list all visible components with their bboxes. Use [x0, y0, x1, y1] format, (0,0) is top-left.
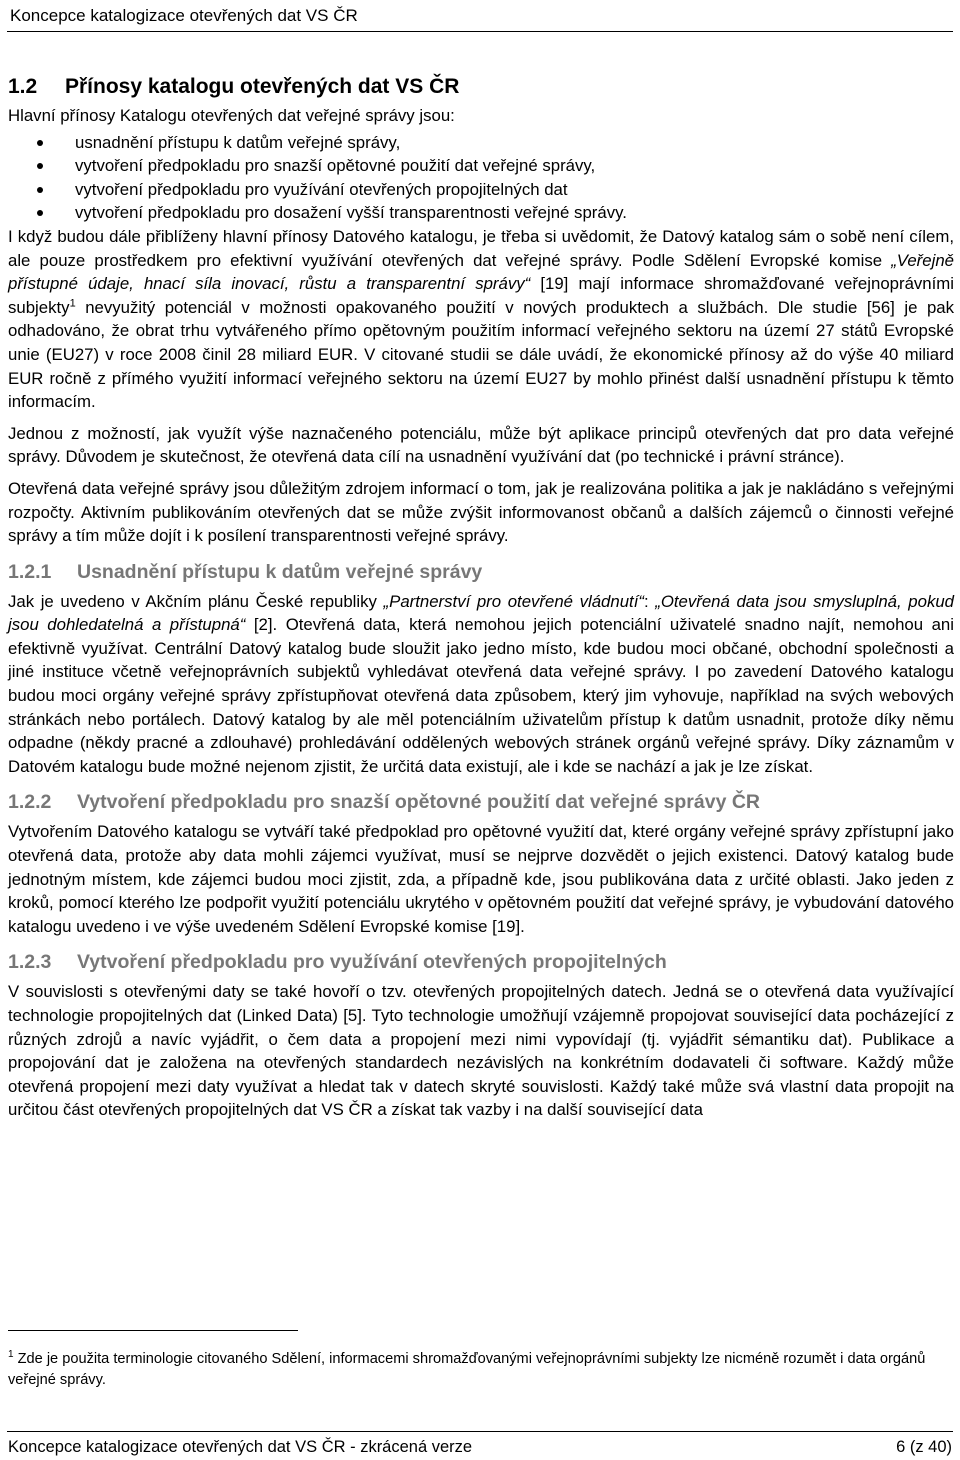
footnote-ref: 1: [69, 297, 76, 310]
paragraph-principles: Jednou z možností, jak využít výše naznačeného potenciálu, může být aplikace principů otevřených dat pro data veřejné správy. Důvodem je skutečnost, že otevřená data cílí na usnadnění využívání dat (po technické i právní stránce).: [8, 423, 954, 467]
bullet-icon: [37, 210, 43, 216]
bullet-icon: [37, 140, 43, 146]
subsection-text: Vytvořením Datového katalogu se vytváří také předpoklad pro opětovné využití dat, které orgány veřejné správy zpřístupní jako otevřená data, protože aby data mohli zájemci využívat, musí se nejprve dozvědět o jejich existenci. Datový katalog bude jednotným místem, kde zájemci budou moci zjistit, zda, a případně kde, jsou publikována data z určité oblasti. Jako jeden z kroků, pomocí kterého lze podpořit využití potenciálu ukrytého v opětovném použití dat veřejné správy, je vybudování datového katalogu uvedeno i ve výše uvedeném Sdělení Evropské komise [19].: [8, 822, 954, 936]
page-number: 6 (z 40): [896, 1438, 952, 1456]
section-heading: [8, 73, 954, 101]
list-item: vytvoření předpokladu pro dosažení vyšší transparentnosti veřejné správy.: [8, 201, 954, 225]
header-title: Koncepce katalogizace otevřených dat VS ČR: [10, 6, 358, 25]
footnote-number: 1: [8, 1349, 14, 1361]
list-item: vytvoření předpokladu pro snazší opětovné použití dat veřejné správy,: [8, 154, 954, 178]
bullet-icon: [37, 163, 43, 169]
footer-title: Koncepce katalogizace otevřených dat VS ČR - zkrácená verze: [8, 1438, 473, 1456]
subsection-text: V souvislosti s otevřenými daty se také hovoří o tzv. otevřených propojitelných datech. Jedná se o otevřená data využívající technologie propojitelných dat (Linked Data) [5]. Tyto technologie umožňují vzájemně propojovat související data pocházející z různých zdrojů a navíc vyjádřit, o čem data a propojení mezi nimi vypovídají (tj. vyjádřit sémantiku dat). Publikace a propojování dat je založena na otevřených standardech nezávislých na konkrétním dodavateli či software. Každý může otevřená propojení mezi daty využívat a hledat tak v datech skryté souvislosti. Každý také může svá vlastní data propojit na určitou část otevřených propojitelných dat VS ČR a získat tak vazby i na další související data: [8, 982, 954, 1120]
section-number: 1.2: [8, 75, 38, 98]
page-footer: [8, 1437, 952, 1457]
list-item: vytvoření předpokladu pro využívání otevřených propojitelných dat: [8, 178, 954, 202]
paragraph-benefits: I když budou dále přiblíženy hlavní přínosy Datového katalogu, je třeba si uvědomit, že Datový katalog sám o sobě není cílem, ale pouze prostředkem pro efektivní využívání otevřených dat veřejné správy. Podle Sdělení Evropské komise „Veřejně přístupné údaje, hnací síla inovací, růstu a transparentní správy“ [19] mají informace shromažďované veřejnoprávními subjekty$^1$ nevyužitý potenciál v možnosti opakovaného použití v nových produktech a službách. Dle studie [56] je pak odhadováno, že obrat trhu vytvářeného přímo opětovným použitím informací veřejného sektoru na území 27 států Evropské unie (EU27) v roce 2008 činil 28 miliard EUR. V citované studii se dále uvádí, že ekonomické přínosy až do výše 40 miliard EUR ročně z přímého využití informací veřejného sektoru na území EU27 by mohlo přinést další usnadnění přístupu k těmto informacím.: [8, 226, 954, 412]
page-header: [10, 6, 950, 26]
header-divider: [7, 31, 953, 32]
subsection-text: Jak je uvedeno v Akčním plánu České republiky „Partnerství pro otevřené vládnutí“: „Otevřená data jsou smysluplná, pokud jsou dohledatelná a přístupná“ [2]. Otevřená data, která nemohou jejich potenciální uživatelé snadno najít, nemohou ani efektivně využívat. Centrální Datový katalog bude sloužit jako jedno místo, kde budou moci občané, obchodní společnosti a jiné instituce včetně veřejnoprávních subjektů vyhledávat otevřená data veřejné správy. I po zavedení Datového katalogu budou moci orgány veřejné správy zpřístupňovat otevřená data způsobem, který jim vyhovuje, například na svých webových stránkách nebo portálech. Datový katalog by ale měl potenciálním uživatelům přístup k datům usnadnit, protože díky němu odpadne (někdy pracné a zdlouhavé) prohledávání oddělených webových stránek orgánů veřejné správy. Díky záznamům v Datovém katalogu bude možné nejenom zjistit, že určitá data existují, ale i kde se nachází a jak je lze získat.: [8, 591, 954, 776]
benefits-list: [8, 131, 954, 225]
footnote: [8, 1349, 954, 1391]
subsection-heading: 1.2.1 Usnadnění přístupu k datům veřejné správy: [8, 560, 483, 583]
document-body: [8, 73, 954, 1122]
subsection-heading: 1.2.2 Vytvoření předpokladu pro snazší opětovné použití dat veřejné správy ČR: [8, 791, 761, 814]
footnote-text: Zde je použita terminologie citovaného Sdělení, informacemi shromažďovanými veřejnoprávními subjekty lze nicméně rozumět i data orgánů veřejné správy.: [8, 1351, 926, 1388]
subsection-heading: 1.2.3 Vytvoření předpokladu pro využívání otevřených propojitelných: [8, 951, 667, 974]
paragraph-transparency: Otevřená data veřejné správy jsou důležitým zdrojem informací o tom, jak je realizována politika a jak je nakládáno s veřejnými rozpočty. Aktivním publikováním otevřených dat se může zvýšit informovanost občanů a dalších zájemců o činnosti veřejné správy a tím může dojít i k posílení transparentnosti veřejné správy.: [8, 478, 954, 546]
footer-divider: [7, 1431, 953, 1432]
intro-text: Hlavní přínosy Katalogu otevřených dat veřejné správy jsou:: [8, 106, 455, 125]
footnote-divider: [8, 1330, 298, 1331]
list-item: usnadnění přístupu k datům veřejné správy,: [8, 131, 954, 155]
bullet-icon: [37, 187, 43, 193]
section-title: Přínosy katalogu otevřených dat VS ČR: [65, 75, 460, 98]
